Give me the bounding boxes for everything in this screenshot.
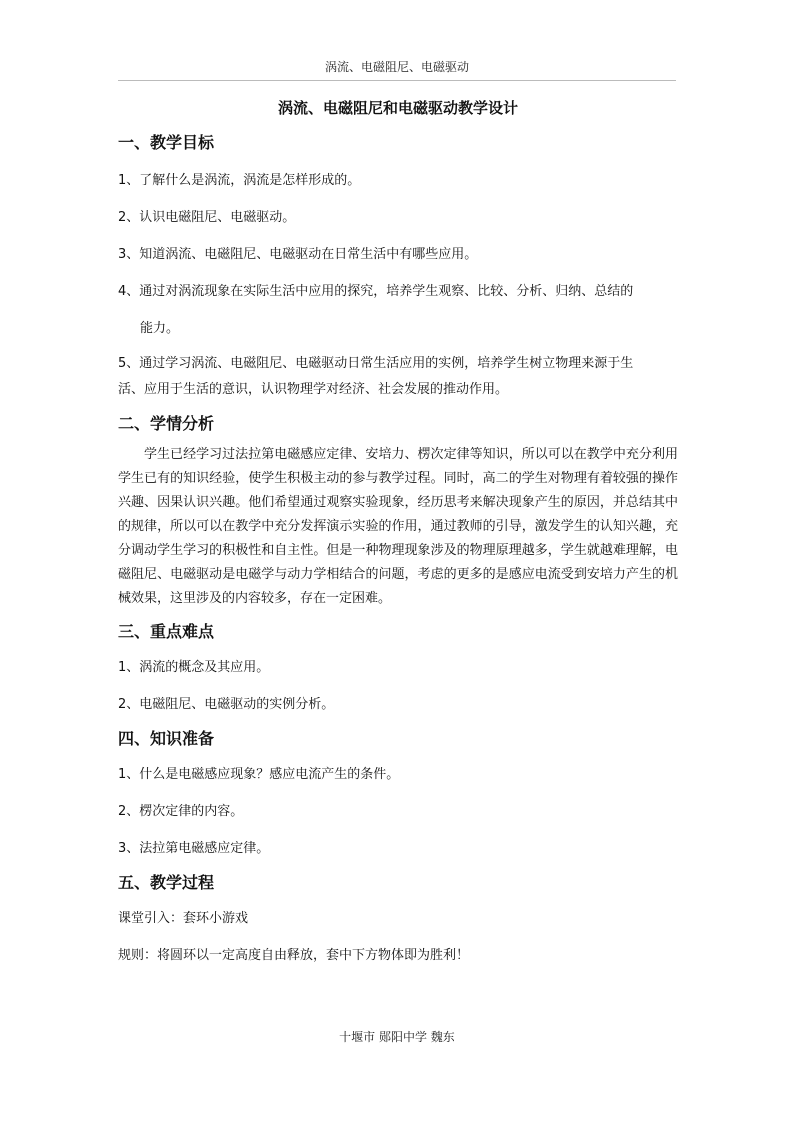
header-rule <box>118 80 676 81</box>
process-item: 课堂引入：套环小游戏 <box>118 911 249 926</box>
knowledge-item: 1、什么是电磁感应现象？感应电流产生的条件。 <box>118 767 400 782</box>
objective-item: 3、知道涡流、电磁阻尼、电磁驱动在日常生活中有哪些应用。 <box>118 247 478 262</box>
objective-item-continued: 能力。 <box>140 321 180 336</box>
page-header: 涡流、电磁阻尼、电磁驱动 <box>324 60 469 74</box>
student-analysis-paragraph: 学生已经学习过法拉第电磁感应定律、安培力、楞次定律等知识，所以可以在教学中充分利用学生已有的知识经验，使学生积极主动的参与教学过程。同时，高二的学生对物理有着较强的操作兴趣、因果认识兴趣。他们希望通过观察实验现象，经历思考来解决现象产生的原因，并总结其中的规律，所以可以在教学中充分发挥演示实验的作用，通过教师的引导，激发学生的认知兴趣，充分调动学生学习的积极性和自主性。但是一种物理现象涉及的物理原理越多，学生就越难理解，电磁阻尼、电磁驱动是电磁学与动力学相结合的问题，考虑的更多的是感应电流受到安培力产生的机械效果，这里涉及的内容较多，存在一定困难。 <box>118 447 678 606</box>
knowledge-item: 3、法拉第电磁感应定律。 <box>118 841 270 856</box>
section-heading-student-analysis: 二、学情分析 <box>118 414 215 433</box>
objective-item-continued: 活、应用于生活的意识，认识物理学对经济、社会发展的推动作用。 <box>118 382 509 397</box>
objective-item: 4、通过对涡流现象在实际生活中应用的探究，培养学生观察、比较、分析、归纳、总结的 <box>118 284 634 299</box>
key-point-item: 2、电磁阻尼、电磁驱动的实例分析。 <box>118 697 335 712</box>
key-point-item: 1、涡流的概念及其应用。 <box>118 660 270 675</box>
section-heading-teaching-process: 五、教学过程 <box>118 873 215 892</box>
page-footer: 十堰市 郧阳中学 魏东 <box>339 1030 455 1044</box>
section-heading-knowledge-prep: 四、知识准备 <box>118 729 215 748</box>
objective-item: 1、了解什么是涡流，涡流是怎样形成的。 <box>118 173 361 188</box>
section-heading-key-points: 三、重点难点 <box>118 622 215 641</box>
document-title: 涡流、电磁阻尼和电磁驱动教学设计 <box>277 99 518 117</box>
document-body <box>118 98 678 965</box>
objective-item: 5、通过学习涡流、电磁阻尼、电磁驱动日常生活应用的实例，培养学生树立物理来源于生 <box>118 356 634 371</box>
section-heading-objectives: 一、教学目标 <box>118 133 215 152</box>
process-item: 规则：将圆环以一定高度自由释放，套中下方物体即为胜利！ <box>118 948 470 963</box>
knowledge-item: 2、楞次定律的内容。 <box>118 804 244 819</box>
objective-item: 2、认识电磁阻尼、电磁驱动。 <box>118 210 296 225</box>
